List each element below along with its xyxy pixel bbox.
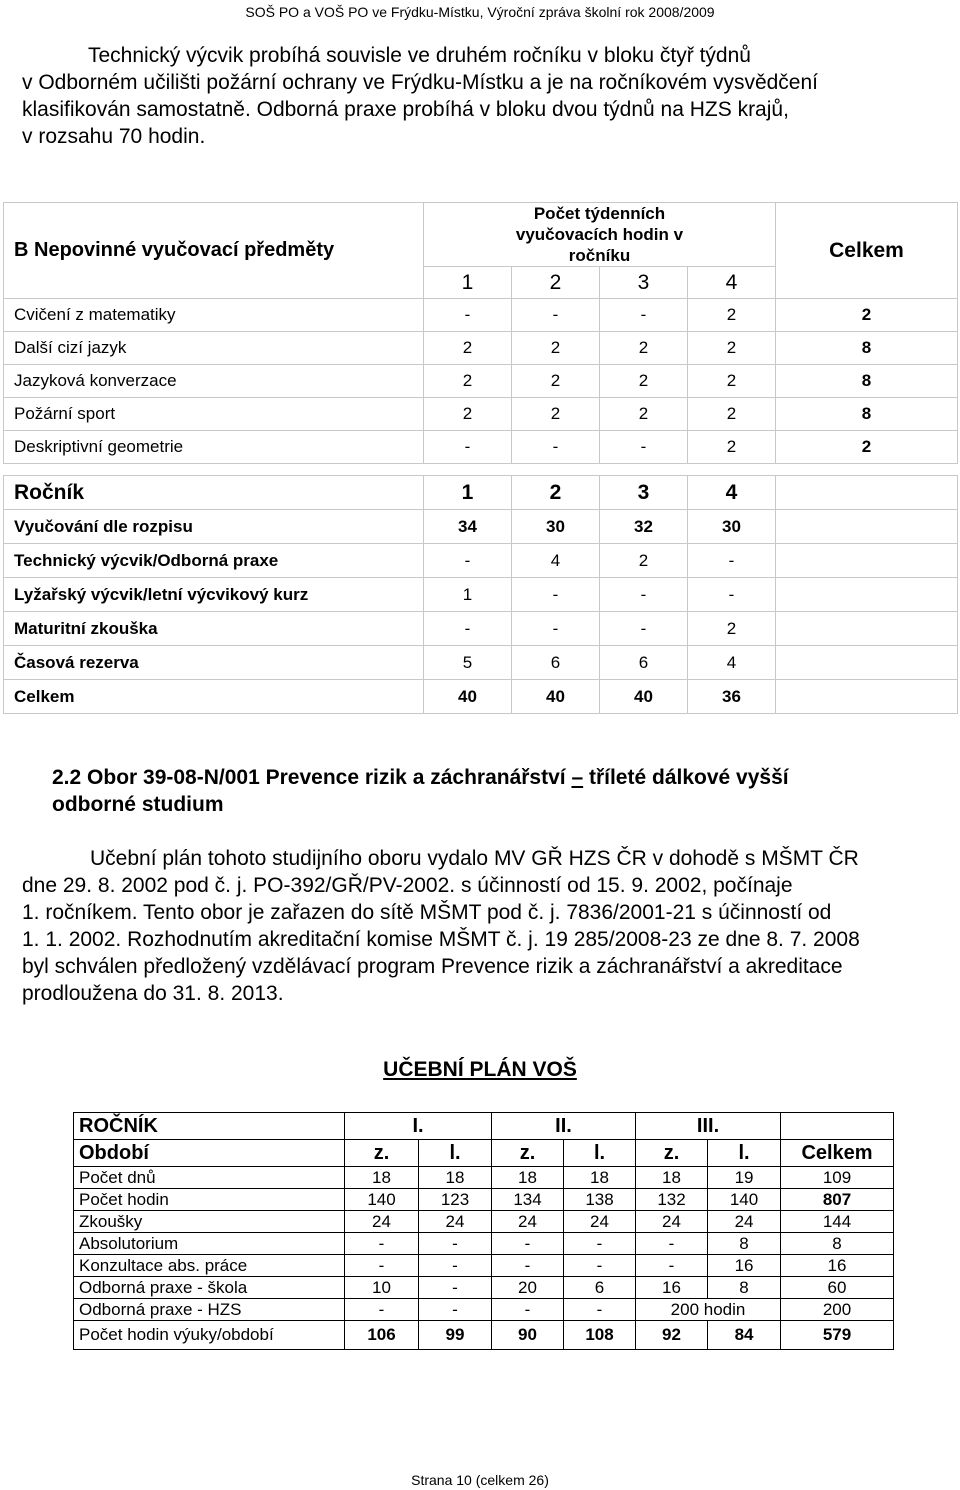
table-row bbox=[74, 1189, 894, 1211]
table-row bbox=[4, 365, 958, 398]
table-header-row bbox=[74, 1113, 894, 1140]
table-b-group-header bbox=[424, 203, 776, 267]
table-b-total-header: Celkem bbox=[776, 203, 958, 299]
cell-value: 84 bbox=[708, 1321, 781, 1350]
cell-value: 6 bbox=[512, 646, 600, 680]
cell-value: 90 bbox=[492, 1321, 564, 1350]
cell-value: - bbox=[688, 578, 776, 612]
row-total: 60 bbox=[781, 1277, 894, 1299]
table-row bbox=[74, 1277, 894, 1299]
cell-value: 108 bbox=[564, 1321, 636, 1350]
row-label: Odborná praxe - HZS bbox=[74, 1299, 345, 1321]
cell-value: 32 bbox=[600, 510, 688, 544]
cell-value: 2 bbox=[424, 332, 512, 365]
cell-value: - bbox=[600, 299, 688, 332]
cell-value: 30 bbox=[688, 510, 776, 544]
row-total: 8 bbox=[776, 332, 958, 365]
rocnik-header: Ročník bbox=[4, 476, 424, 510]
cell-value: 2 bbox=[600, 398, 688, 431]
empty-cell bbox=[781, 1113, 894, 1140]
row-total: 8 bbox=[781, 1233, 894, 1255]
cell-value: 106 bbox=[345, 1321, 419, 1350]
cell-value: - bbox=[419, 1255, 492, 1277]
cell-value: - bbox=[636, 1233, 708, 1255]
cell-value: - bbox=[419, 1277, 492, 1299]
row-total: 2 bbox=[776, 299, 958, 332]
table-row bbox=[4, 612, 958, 646]
cell-value-merged: 200 hodin bbox=[636, 1299, 781, 1321]
plan-title: UČEBNÍ PLÁN VOŠ bbox=[383, 1058, 577, 1081]
cell-value: 6 bbox=[600, 646, 688, 680]
cell-value: 19 bbox=[708, 1167, 781, 1189]
cell-value: - bbox=[492, 1299, 564, 1321]
cell-value: 24 bbox=[708, 1211, 781, 1233]
row-label: Lyžařský výcvik/letní výcvikový kurz bbox=[4, 578, 424, 612]
row-total: 8 bbox=[776, 398, 958, 431]
row-label: Počet hodin bbox=[74, 1189, 345, 1211]
table-row bbox=[4, 332, 958, 365]
cell-value: 140 bbox=[345, 1189, 419, 1211]
year-header: 3 bbox=[600, 267, 688, 299]
row-label: Časová rezerva bbox=[4, 646, 424, 680]
cell-value: 34 bbox=[424, 510, 512, 544]
cell-value: 4 bbox=[688, 646, 776, 680]
intro-line: klasifikován samostatně. Odborná praxe probíhá v bloku dvou týdnů na HZS krajů, bbox=[22, 98, 789, 121]
cell-value: - bbox=[512, 299, 600, 332]
year-roman: I. bbox=[345, 1113, 492, 1140]
cell-value: 24 bbox=[564, 1211, 636, 1233]
heading-part: 2.2 Obor 39-08-N/001 Prevence rizik a záchranářství bbox=[52, 766, 572, 789]
table-header-row bbox=[4, 476, 958, 510]
table-row bbox=[74, 1211, 894, 1233]
cell-value: 2 bbox=[688, 332, 776, 365]
cell-value: 134 bbox=[492, 1189, 564, 1211]
cell-value: 8 bbox=[708, 1277, 781, 1299]
cell-value: 2 bbox=[600, 544, 688, 578]
cell-value: - bbox=[492, 1255, 564, 1277]
row-label: Počet dnů bbox=[74, 1167, 345, 1189]
cell-value: - bbox=[424, 299, 512, 332]
cell-value: 40 bbox=[600, 680, 688, 714]
row-total: 579 bbox=[781, 1321, 894, 1350]
cell-value: 2 bbox=[688, 299, 776, 332]
subject-name: Jazyková konverzace bbox=[4, 365, 424, 398]
section-heading bbox=[52, 764, 932, 818]
cell-value: - bbox=[600, 578, 688, 612]
empty-cell bbox=[776, 646, 958, 680]
cell-value: 24 bbox=[636, 1211, 708, 1233]
subject-name: Deskriptivní geometrie bbox=[4, 431, 424, 464]
period-header: z. bbox=[636, 1140, 708, 1167]
year-header: 1 bbox=[424, 267, 512, 299]
body-line: byl schválen předložený vzdělávací program Prevence rizik a záchranářství a akreditace bbox=[22, 955, 843, 978]
cell-value: 2 bbox=[688, 431, 776, 464]
cell-value: 16 bbox=[636, 1277, 708, 1299]
cell-value: 132 bbox=[636, 1189, 708, 1211]
cell-value: 2 bbox=[688, 398, 776, 431]
heading-dash: – bbox=[571, 766, 584, 789]
period-header: l. bbox=[708, 1140, 781, 1167]
year-roman: III. bbox=[636, 1113, 781, 1140]
cell-value: - bbox=[564, 1299, 636, 1321]
cell-value: - bbox=[492, 1233, 564, 1255]
body-line: dne 29. 8. 2002 pod č. j. PO-392/GŘ/PV-2002. s účinností od 15. 9. 2002, počínaje bbox=[22, 874, 793, 897]
vos-plan-table bbox=[73, 1112, 894, 1350]
cell-value: 2 bbox=[512, 398, 600, 431]
cell-value: 2 bbox=[424, 365, 512, 398]
cell-value: 2 bbox=[424, 398, 512, 431]
table-row bbox=[74, 1233, 894, 1255]
intro-line: Technický výcvik probíhá souvisle ve druhém ročníku v bloku čtyř týdnů bbox=[88, 44, 751, 67]
table-row bbox=[74, 1299, 894, 1321]
cell-value: 138 bbox=[564, 1189, 636, 1211]
intro-line: v rozsahu 70 hodin. bbox=[22, 125, 206, 148]
cell-value: 2 bbox=[600, 365, 688, 398]
empty-cell bbox=[776, 544, 958, 578]
intro-paragraph bbox=[22, 42, 950, 150]
cell-value: 40 bbox=[512, 680, 600, 714]
period-header: l. bbox=[419, 1140, 492, 1167]
cell-value: 24 bbox=[492, 1211, 564, 1233]
total-header: Celkem bbox=[781, 1140, 894, 1167]
table-row bbox=[4, 544, 958, 578]
table-row bbox=[4, 431, 958, 464]
page-footer: Strana 10 (celkem 26) bbox=[411, 1472, 549, 1488]
year-header: 2 bbox=[512, 267, 600, 299]
cell-value: 5 bbox=[424, 646, 512, 680]
body-line: 1. ročníkem. Tento obor je zařazen do sítě MŠMT pod č. j. 7836/2001-21 s účinností od bbox=[22, 901, 832, 924]
cell-value: 36 bbox=[688, 680, 776, 714]
cell-value: 2 bbox=[512, 365, 600, 398]
cell-value: - bbox=[564, 1233, 636, 1255]
subject-name: Cvičení z matematiky bbox=[4, 299, 424, 332]
heading-part: odborné studium bbox=[52, 793, 224, 816]
cell-value: 1 bbox=[424, 578, 512, 612]
year-header: 4 bbox=[688, 267, 776, 299]
year-roman: II. bbox=[492, 1113, 636, 1140]
cell-value: - bbox=[345, 1299, 419, 1321]
cell-value: - bbox=[419, 1233, 492, 1255]
row-total: 200 bbox=[781, 1299, 894, 1321]
optional-subjects-table bbox=[3, 202, 958, 464]
empty-cell bbox=[776, 578, 958, 612]
year-summary-table bbox=[3, 475, 958, 714]
row-label: Technický výcvik/Odborná praxe bbox=[4, 544, 424, 578]
subject-name: Požární sport bbox=[4, 398, 424, 431]
page-header: SOŠ PO a VOŠ PO ve Frýdku-Místku, Výroční zpráva školní rok 2008/2009 bbox=[245, 4, 715, 20]
table-row bbox=[4, 646, 958, 680]
cell-value: - bbox=[600, 612, 688, 646]
subject-name: Další cizí jazyk bbox=[4, 332, 424, 365]
cell-value: 92 bbox=[636, 1321, 708, 1350]
cell-value: 24 bbox=[345, 1211, 419, 1233]
table-b-title: B Nepovinné vyučovací předměty bbox=[4, 203, 424, 299]
row-total: 144 bbox=[781, 1211, 894, 1233]
row-label: Zkoušky bbox=[74, 1211, 345, 1233]
cell-value: 140 bbox=[708, 1189, 781, 1211]
group-header-text: Počet týdenních vyučovacích hodin v ročníku bbox=[515, 204, 684, 265]
cell-value: 18 bbox=[492, 1167, 564, 1189]
cell-value: 24 bbox=[419, 1211, 492, 1233]
cell-value: - bbox=[600, 431, 688, 464]
heading-part: tříleté dálkové vyšší bbox=[583, 766, 789, 789]
cell-value: - bbox=[688, 544, 776, 578]
table-row bbox=[4, 398, 958, 431]
cell-value: 18 bbox=[636, 1167, 708, 1189]
cell-value: - bbox=[345, 1255, 419, 1277]
table-row bbox=[74, 1167, 894, 1189]
row-label: Celkem bbox=[4, 680, 424, 714]
row-label: Absolutorium bbox=[74, 1233, 345, 1255]
year-header: 1 bbox=[424, 476, 512, 510]
empty-cell bbox=[776, 680, 958, 714]
empty-cell bbox=[776, 612, 958, 646]
row-total: 109 bbox=[781, 1167, 894, 1189]
cell-value: 10 bbox=[345, 1277, 419, 1299]
body-line: Učební plán tohoto studijního oboru vydalo MV GŘ HZS ČR v dohodě s MŠMT ČR bbox=[90, 847, 859, 870]
period-header: z. bbox=[345, 1140, 419, 1167]
table-row bbox=[74, 1255, 894, 1277]
cell-value: 18 bbox=[419, 1167, 492, 1189]
cell-value: 40 bbox=[424, 680, 512, 714]
year-header: 2 bbox=[512, 476, 600, 510]
cell-value: 4 bbox=[512, 544, 600, 578]
table-row bbox=[4, 680, 958, 714]
cell-value: - bbox=[636, 1255, 708, 1277]
intro-line: v Odborném učilišti požární ochrany ve Frýdku-Místku a je na ročníkovém vysvědčení bbox=[22, 71, 818, 94]
cell-value: - bbox=[512, 578, 600, 612]
year-header: 3 bbox=[600, 476, 688, 510]
table-row bbox=[74, 1321, 894, 1350]
empty-cell bbox=[776, 510, 958, 544]
rocnik-label: ROČNÍK bbox=[74, 1113, 345, 1140]
row-label: Maturitní zkouška bbox=[4, 612, 424, 646]
cell-value: - bbox=[424, 544, 512, 578]
row-label: Odborná praxe - škola bbox=[74, 1277, 345, 1299]
row-total: 2 bbox=[776, 431, 958, 464]
cell-value: 2 bbox=[512, 332, 600, 365]
body-line: 1. 1. 2002. Rozhodnutím akreditační komise MŠMT č. j. 19 285/2008-23 ze dne 8. 7. 2008 bbox=[22, 928, 860, 951]
cell-value: 16 bbox=[708, 1255, 781, 1277]
cell-value: 2 bbox=[688, 612, 776, 646]
cell-value: - bbox=[564, 1255, 636, 1277]
year-header: 4 bbox=[688, 476, 776, 510]
table-row bbox=[4, 299, 958, 332]
cell-value: - bbox=[345, 1233, 419, 1255]
cell-value: 2 bbox=[688, 365, 776, 398]
cell-value: - bbox=[512, 431, 600, 464]
cell-value: 20 bbox=[492, 1277, 564, 1299]
body-line: prodloužena do 31. 8. 2013. bbox=[22, 982, 284, 1005]
cell-value: - bbox=[424, 431, 512, 464]
cell-value: - bbox=[419, 1299, 492, 1321]
cell-value: 2 bbox=[600, 332, 688, 365]
table-header-row bbox=[74, 1140, 894, 1167]
section-body bbox=[22, 845, 946, 1007]
table-row bbox=[4, 578, 958, 612]
period-header: z. bbox=[492, 1140, 564, 1167]
row-label: Počet hodin výuky/období bbox=[74, 1321, 345, 1350]
cell-value: 6 bbox=[564, 1277, 636, 1299]
cell-value: 30 bbox=[512, 510, 600, 544]
cell-value: 8 bbox=[708, 1233, 781, 1255]
row-total: 807 bbox=[781, 1189, 894, 1211]
row-label: Konzultace abs. práce bbox=[74, 1255, 345, 1277]
cell-value: 18 bbox=[564, 1167, 636, 1189]
cell-value: - bbox=[424, 612, 512, 646]
obdobi-label: Období bbox=[74, 1140, 345, 1167]
table-row bbox=[4, 510, 958, 544]
cell-value: 99 bbox=[419, 1321, 492, 1350]
empty-cell bbox=[776, 476, 958, 510]
row-total: 16 bbox=[781, 1255, 894, 1277]
row-total: 8 bbox=[776, 365, 958, 398]
cell-value: - bbox=[512, 612, 600, 646]
cell-value: 123 bbox=[419, 1189, 492, 1211]
cell-value: 18 bbox=[345, 1167, 419, 1189]
period-header: l. bbox=[564, 1140, 636, 1167]
row-label: Vyučování dle rozpisu bbox=[4, 510, 424, 544]
